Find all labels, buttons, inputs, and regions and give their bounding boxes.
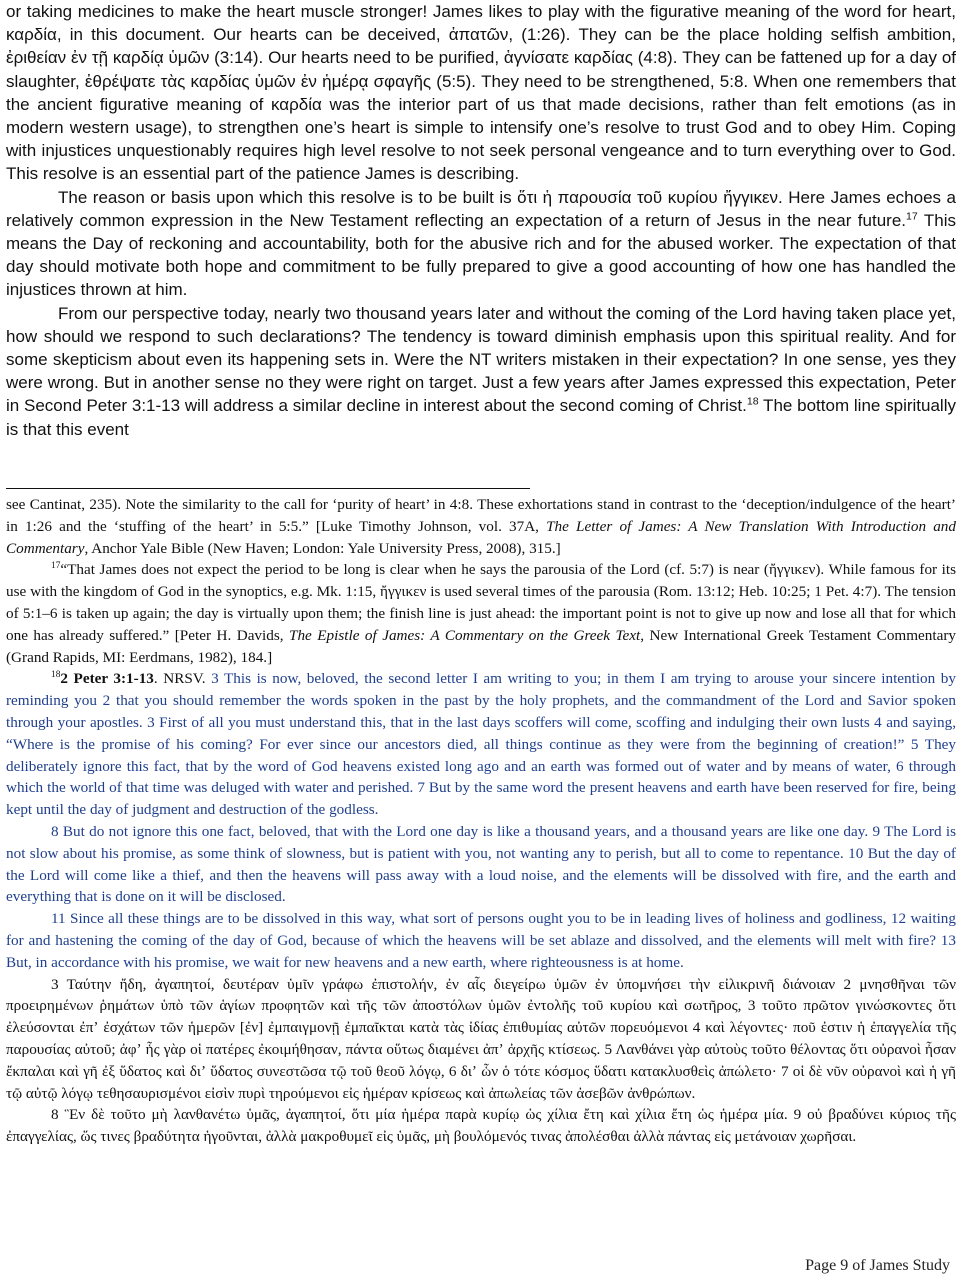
footnote-text: see Cantinat, 235). Note the similarity to the call for ‘purity of heart’ in 4:8. These exhortations stand in contrast to the ‘deception/indulgence of the heart’ in 1:26 and the ‘stuffing of the heart’ in 5:5.” [Luke Timothy Johnson, vol. 37A, xyxy=(6,496,956,535)
scripture-greek-paragraph: 8 Ἓν δὲ τοῦτο μὴ λανθανέτω ὑμᾶς, ἀγαπητοί, ὅτι μία ἡμέρα παρὰ κυρίῳ ὡς χίλια ἔτη καὶ χίλια ἔτη ὡς ἡμέρα μία. 9 οὐ βραδύνει κύριος τῆς ἐπαγγελίας, ὥς τινες βραδύτητα ἡγοῦνται, ἀλλὰ μακροθυμεῖ εἰς ὑμᾶς, μὴ βουλόμενός τινας ἀπολέσθαι ἀλλὰ πάντας εἰς μετάνοιαν χωρῆσαι. xyxy=(6,1106,956,1146)
footnote-ref-17[interactable]: 17 xyxy=(906,210,918,223)
footnote-text: , Anchor Yale Bible (New Haven; London: Yale University Press, 2008), 315.] xyxy=(84,539,561,557)
book-title: The Letter of James: A New Translation With Introduction and Commentary xyxy=(6,517,956,557)
footnote-continuation xyxy=(6,494,956,559)
footnote-17 xyxy=(6,559,956,668)
paragraph-text: The reason or basis upon which this resolve is to be built is ὅτι ἡ παρουσία τοῦ κυρίου ἤγγικεν. Here James echoes a relatively common expression in the New Testament reflecting an expectation of a return of Jesus in the near future. xyxy=(6,187,956,230)
paragraph-parousia-basis xyxy=(6,186,956,302)
paragraph-text: From our perspective today, nearly two thousand years later and without the coming of the Lord having taken place yet, how should we respond to such declarations? The tendency is toward diminish emphasis upon this spiritual reality. And for some skepticism about even its happening sets in. Were the NT writers mistaken in their expectation? In one sense, yes they were wrong. But in another sense no they were right on target. Just a few years after James expressed this expectation, Peter in Second Peter 3:1-13 will address a similar decline in interest about the second coming of Christ. xyxy=(6,303,956,416)
footnote-divider xyxy=(6,488,530,489)
paragraph-text: The bottom line spiritually is that this event xyxy=(6,396,956,439)
footnote-ref-18[interactable]: 18 xyxy=(746,395,759,408)
main-body-text xyxy=(6,0,956,441)
paragraph-our-perspective xyxy=(6,302,956,441)
book-title: The Epistle of James: A Commentary on the Greek Text xyxy=(289,626,641,644)
scripture-english-text: 3 This is now, beloved, the second letter I am writing to you; in them I am trying to arouse your sincere intention by reminding you 2 that you should remember the words spoken in the past by the holy prophets, and the commandment of the Lord and Savior spoken through your apostles. 3 First of all you must understand this, that in the last days scoffers will come, scoffing and indulging their own lusts 4 and saying, “Where is the promise of his coming? For ever since our ancestors died, all things continue as they were from the beginning of creation!” 5 They deliberately ignore this fact, that by the word of God heavens existed long ago and an earth was formed out of water and by means of water, 6 through which the world of that time was deluged with water and perished. 7 But by the same word the present heavens and earth have been reserved for fire, being kept until the day of judgment and destruction of the godless. xyxy=(6,670,956,819)
scripture-reference: 2 Peter 3:1-13 xyxy=(60,670,154,688)
bible-version: . NRSV. xyxy=(153,670,212,688)
footnote-text: , New International Greek Testament Commentary (Grand Rapids, MI: Eerdmans, 1982), 184.] xyxy=(6,626,956,666)
paragraph-text: This means the Day of reckoning and accountability, both for the abusive rich and for the abused worker. The expectation of that day should motivate both hope and commitment to be fully prepared to give a good accounting of how one has handled the injustices thrown at him. xyxy=(6,210,956,300)
scripture-english-paragraph: 8 But do not ignore this one fact, beloved, that with the Lord one day is like a thousand years, and a thousand years are like one day. 9 The Lord is not slow about his promise, as some think of slowness, but is patient with you, not wanting any to perish, but all to come to repentance. 10 But the day of the Lord will come like a thief, and then the heavens will pass away with a loud noise, and the elements will be dissolved with fire, and the earth and everything that is done on it will be disclosed. xyxy=(6,822,956,906)
scripture-english-paragraph: 11 Since all these things are to be dissolved in this way, what sort of persons ought you to be in leading lives of holiness and godliness, 12 waiting for and hastening the coming of the day of God, because of which the heavens will be set ablaze and dissolved, and the elements will melt with fire? 13 But, in accordance with his promise, we wait for new heavens and a new earth, where righteousness is at home. xyxy=(6,910,956,971)
footnote-number: 18 xyxy=(51,670,61,681)
paragraph-text: or taking medicines to make the heart muscle stronger! James likes to play with the figurative meaning of the word for heart, καρδία, in this document. Our hearts can be deceived, ἀπατῶν, (1:26). They can be the place holding selfish ambition, ἐριθείαν ἐν τῇ καρδίᾳ ὑμῶν (3:14). Our hearts need to be purified, ἁγνίσατε καρδίας (4:8). They can be fattened up for a day of slaughter, ἐθρέψατε τὰς καρδίας ὑμῶν ἐν ἡμέρᾳ σφαγῆς (5:5). They need to be strengthened, 5:8. When one remembers that the ancient figurative meaning of καρδία was the interior part of us that made decisions, rather than felt emotions (as in modern western usage), to strengthen one’s heart is simple to intensify one’s resolve to trust God and to obey Him. Coping with injustices unquestionably requires high level resolve to not seek personal vengeance and to turn everything over to God. This resolve is an essential part of the patience James is describing. xyxy=(6,2,956,184)
footnote-number: 17 xyxy=(51,561,61,572)
scripture-greek-paragraph: 3 Ταύτην ἤδη, ἀγαπητοί, δευτέραν ὑμῖν γράφω ἐπιστολήν, ἐν αἷς διεγείρω ὑμῶν ἐν ὑπομνήσει τὴν εἰλικρινῆ διάνοιαν 2 μνησθῆναι τῶν προειρημένων ῥημάτων ὑπὸ τῶν ἁγίων προφητῶν καὶ τῆς τῶν ἀποστόλων ὑμῶν ἐντολῆς τοῦ κυρίου καὶ σωτῆρος, 3 τοῦτο πρῶτον γινώσκοντες ὅτι ἐλεύσονται ἐπʼ ἐσχάτων τῶν ἡμερῶν [ἐν] ἐμπαιγμονῇ ἐμπαῖκται κατὰ τὰς ἰδίας ἐπιθυμίας αὐτῶν πορευόμενοι 4 καὶ λέγοντες· ποῦ ἐστιν ἡ ἐπαγγελία τῆς παρουσίας αὐτοῦ; ἀφʼ ἧς γὰρ οἱ πατέρες ἐκοιμήθησαν, πάντα οὕτως διαμένει ἀπʼ ἀρχῆς κτίσεως. 5 Λανθάνει γὰρ αὐτοὺς τοῦτο θέλοντας ὅτι οὐρανοὶ ἦσαν ἔκπαλαι καὶ γῆ ἐξ ὕδατος καὶ διʼ ὕδατος συνεστῶσα τῷ τοῦ θεοῦ λόγῳ, 6 διʼ ὧν ὁ τότε κόσμος ὕδατι κατακλυσθεὶς ἀπώλετο· 7 οἱ δὲ νῦν οὐρανοὶ καὶ ἡ γῆ τῷ αὐτῷ λόγῳ τεθησαυρισμένοι εἰσὶν πυρὶ τηρούμενοι εἰς ἡμέραν κρίσεως καὶ ἀπωλείας τῶν ἀσεβῶν ἀνθρώπων. xyxy=(6,975,956,1102)
page-footer: Page 9 of James Study xyxy=(805,1257,950,1274)
footnote-text: “That James does not expect the period to be long is clear when he says the parousia of the Lord (cf. 5:7) is near (ἤγγικεν). While famous for its use with the kingdom of God in the synoptics, e.g. Mk. 1:15, ἤγγικεν is used several times of the parousia (Rom. 13:12; Heb. 10:25; 1 Pet. 4:7). The tension of 5:1–6 is taken up again; the day is virtually upon them; the finish line is just ahead: the important point is not to give up now and lose all that for which one has already suffered.” [Peter H. Davids, xyxy=(6,561,956,644)
footnotes-section xyxy=(6,494,956,1148)
footnote-18 xyxy=(6,668,956,821)
paragraph-heart-meaning xyxy=(6,0,956,186)
